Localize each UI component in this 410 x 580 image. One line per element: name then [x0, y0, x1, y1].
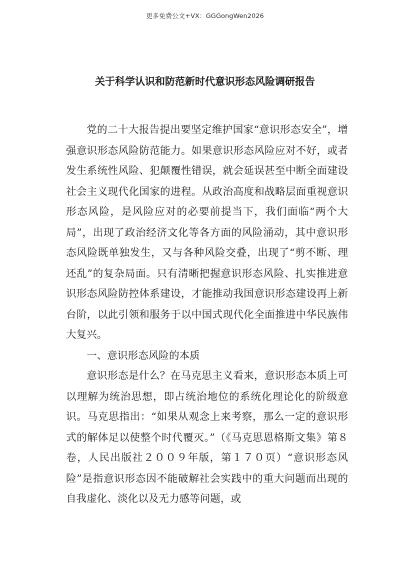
- section-heading: 一、意识形态风险的本质: [86, 349, 200, 362]
- document-title: 关于科学认识和防范新时代意识形态风险调研报告: [95, 77, 315, 88]
- paragraph-intro: 党的二十大报告提出要坚定维护国家“意识形态安全”，增强意识形态风险防范能力。如果意识形态风险应对不好，或者发生系统性风险、犯颠覆性错误，就会延误甚至中断全面建设社会主义现代化国家的进程。从政治高度和战略层面重视意识形态风险，是风险应对的必要前提当下，我们面临“两个大局”，出现了政治经济文化等各方面的风险涌动，其中意识形态风险既单独发生，又与各种风险交叠，出现了“剪不断、理还乱”的复杂局面。只有清晰把握意识形态风险、扎实推进意识形态风险防控体系建设，才能推动我国意识形态建设再上新台阶，以此引领和服务于以中国式现代化全面推进中华民族伟大复兴。: [66, 124, 348, 341]
- document-body: [66, 120, 348, 510]
- paragraph-essence: 意识形态是什么？在马克思主义看来，意识形态本质上可以理解为统治思想，即占统治地位的系统化理论化的阶级意识。马克思指出：“如果从观念上来考察，那么一定的意识形式的解体足以使整个时代覆灭。”（《马克思恩格斯文集》第８卷，人民出版社２００９年版，第１７０页）“意识形态风险”是指意识形态因不能破解社会实践中的重大问题而出现的自我虚化、淡化以及无力感等问题，或: [66, 370, 348, 505]
- header-note: 更多免费公文+VX：GGGongWen2026: [146, 12, 264, 20]
